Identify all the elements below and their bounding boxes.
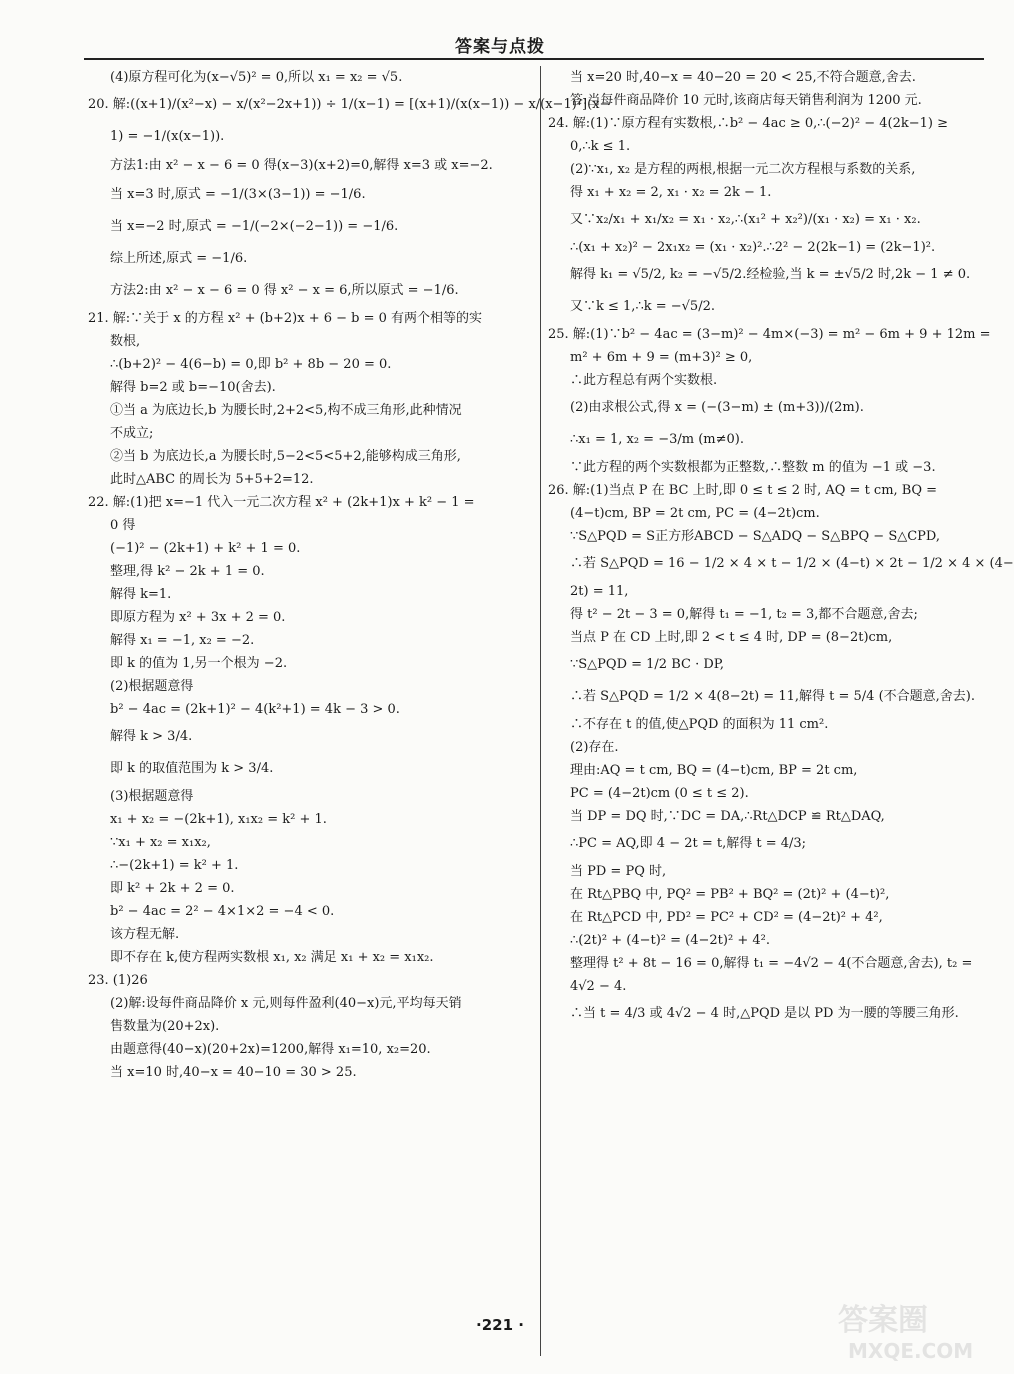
text-line: 23. (1)26 <box>88 973 148 988</box>
text-line: (2)解:设每件商品降价 x 元,则每件盈利(40−x)元,平均每天销 <box>110 996 462 1011</box>
text-line: 0 得 <box>110 518 136 533</box>
text-line: 即 k 的值为 1,另一个根为 −2. <box>110 656 288 671</box>
text-line: 整理得 t² + 8t − 16 = 0,解得 t₁ = −4√2 − 4(不合题意,舍去), t₂ = <box>570 956 973 971</box>
text-line: 25. 解:(1)∵b² − 4ac = (3−m)² − 4m×(−3) = m² − 6m + 9 + 12m = <box>548 327 991 342</box>
text-line: 该方程无解. <box>110 927 180 942</box>
text-line: 答:当每件商品降价 10 元时,该商店每天销售利润为 1200 元. <box>570 93 922 108</box>
text-line: 21. 解:∵关于 x 的方程 x² + (b+2)x + 6 − b = 0 有两个相等的实 <box>88 311 483 326</box>
text-line: b² − 4ac = (2k+1)² − 4(k²+1) = 4k − 3 > 0. <box>110 702 400 717</box>
page-number: ·221 · <box>476 1316 524 1334</box>
text-line: 26. 解:(1)当点 P 在 BC 上时,即 0 ≤ t ≤ 2 时, AQ = t cm, BQ = <box>548 483 938 498</box>
column-divider <box>540 66 541 1356</box>
text-line: 当 x=3 时,原式 = −1/(3×(3−1)) = −1/6. <box>110 187 366 202</box>
text-line: (−1)² − (2k+1) + k² + 1 = 0. <box>110 541 301 556</box>
text-line: 在 Rt△PBQ 中, PQ² = PB² + BQ² = (2t)² + (4−t)², <box>570 887 890 902</box>
text-line: ∵此方程的两个实数根都为正整数,∴整数 m 的值为 −1 或 −3. <box>570 460 936 475</box>
text-line: (2)由求根公式,得 x = (−(3−m) ± (m+3))/(2m). <box>570 400 864 415</box>
text-line: ∵x₁ + x₂ = x₁x₂, <box>110 835 211 850</box>
text-line: 20. 解:((x+1)/(x²−x) − x/(x²−2x+1)) ÷ 1/(x−1) = [(x+1)/(x(x−1)) − x/(x−1)²](x− <box>88 97 611 112</box>
text-line: 得 t² − 2t − 3 = 0,解得 t₁ = −1, t₂ = 3,都不合题意,舍去; <box>570 607 918 622</box>
text-line: PC = (4−2t)cm (0 ≤ t ≤ 2). <box>570 786 749 801</box>
text-line: 此时△ABC 的周长为 5+5+2=12. <box>110 472 314 487</box>
text-line: 4√2 − 4. <box>570 979 627 994</box>
text-line: ∵S△PQD = 1/2 BC · DP, <box>570 657 725 672</box>
text-line: 在 Rt△PCD 中, PD² = PC² + CD² = (4−2t)² + 4², <box>570 910 883 925</box>
text-line: ∴(x₁ + x₂)² − 2x₁x₂ = (x₁ · x₂)².∴2² − 2(2k−1) = (2k−1)². <box>570 240 936 255</box>
text-line: 由题意得(40−x)(20+2x)=1200,解得 x₁=10, x₂=20. <box>110 1042 431 1057</box>
text-line: 理由:AQ = t cm, BQ = (4−t)cm, BP = 2t cm, <box>570 763 858 778</box>
text-line: 整理,得 k² − 2k + 1 = 0. <box>110 564 265 579</box>
text-line: 即 k 的取值范围为 k > 3/4. <box>110 761 274 776</box>
text-line: 售数量为(20+2x). <box>110 1019 220 1034</box>
text-line: (3)根据题意得 <box>110 789 194 804</box>
text-line: 即不存在 k,使方程两实数根 x₁, x₂ 满足 x₁ + x₂ = x₁x₂. <box>110 950 434 965</box>
text-line: (2)∵x₁, x₂ 是方程的两根,根据一元二次方程根与系数的关系, <box>570 162 916 177</box>
text-line: (4)原方程可化为(x−√5)² = 0,所以 x₁ = x₂ = √5. <box>110 70 403 85</box>
text-line: 0,∴k ≤ 1. <box>570 139 631 154</box>
text-line: ∴x₁ = 1, x₂ = −3/m (m≠0). <box>570 432 744 447</box>
text-line: 解得 k=1. <box>110 587 172 602</box>
text-line: ∴若 S△PQD = 1/2 × 4(8−2t) = 11,解得 t = 5/4 (不合题意,舍去). <box>570 689 975 704</box>
svg-text:MXQE.COM: MXQE.COM <box>848 1339 974 1363</box>
text-line: 解得 k > 3/4. <box>110 729 193 744</box>
text-line: 当 x=10 时,40−x = 40−10 = 30 > 25. <box>110 1065 357 1080</box>
text-line: ∴当 t = 4/3 或 4√2 − 4 时,△PQD 是以 PD 为一腰的等腰三角形. <box>570 1006 959 1021</box>
text-line: ∴PC = AQ,即 4 − 2t = t,解得 t = 4/3; <box>570 836 807 851</box>
page-header-title: 答案与点拨 <box>455 37 545 57</box>
text-line: m² + 6m + 9 = (m+3)² ≥ 0, <box>570 350 753 365</box>
text-line: ∴不存在 t 的值,使△PQD 的面积为 11 cm². <box>570 717 829 732</box>
text-line: ∴−(2k+1) = k² + 1. <box>110 858 239 873</box>
text-line: 不成立; <box>110 426 154 441</box>
text-line: (2)根据题意得 <box>110 679 194 694</box>
text-line: 当 PD = PQ 时, <box>570 864 667 879</box>
text-line: 即原方程为 x² + 3x + 2 = 0. <box>110 610 286 625</box>
text-line: 当 x=−2 时,原式 = −1/(−2×(−2−1)) = −1/6. <box>110 219 399 234</box>
text-line: (2)存在. <box>570 740 619 755</box>
text-line: x₁ + x₂ = −(2k+1), x₁x₂ = k² + 1. <box>110 812 327 827</box>
text-line: ②当 b 为底边长,a 为腰长时,5−2<5<5+2,能够构成三角形, <box>110 449 461 464</box>
text-line: 当 DP = DQ 时,∵DC = DA,∴Rt△DCP ≌ Rt△DAQ, <box>570 809 885 824</box>
watermark-logo <box>830 1296 990 1366</box>
text-line: 又∵k ≤ 1,∴k = −√5/2. <box>570 299 715 314</box>
text-line: b² − 4ac = 2² − 4×1×2 = −4 < 0. <box>110 904 335 919</box>
text-line: ①当 a 为底边长,b 为腰长时,2+2<5,构不成三角形,此种情况 <box>110 403 462 418</box>
svg-text:答案圈: 答案圈 <box>838 1303 928 1338</box>
text-line: 22. 解:(1)把 x=−1 代入一元二次方程 x² + (2k+1)x + k² − 1 = <box>88 495 475 510</box>
text-line: 1) = −1/(x(x−1)). <box>110 129 225 144</box>
text-line: 得 x₁ + x₂ = 2, x₁ · x₂ = 2k − 1. <box>570 185 772 200</box>
text-line: ∵S△PQD = S正方形ABCD − S△ADQ − S△BPQ − S△CPD, <box>570 529 941 544</box>
text-line: ∴此方程总有两个实数根. <box>570 373 718 388</box>
text-line: 2t) = 11, <box>570 584 629 599</box>
header-divider <box>84 58 984 60</box>
text-line: 当点 P 在 CD 上时,即 2 < t ≤ 4 时, DP = (8−2t)cm, <box>570 630 893 645</box>
right-column <box>548 66 1014 1030</box>
text-line: 解得 k₁ = √5/2, k₂ = −√5/2.经检验,当 k = ±√5/2 时,2k − 1 ≠ 0. <box>570 267 971 282</box>
text-line: 又∵x₂/x₁ + x₁/x₂ = x₁ · x₂,∴(x₁² + x₂²)/(x₁ · x₂) = x₁ · x₂. <box>570 212 921 227</box>
text-line: 方法2:由 x² − x − 6 = 0 得 x² − x = 6,所以原式 = −1/6. <box>110 283 459 298</box>
text-line: ∴(2t)² + (4−t)² = (4−2t)² + 4². <box>570 933 770 948</box>
text-line: ∴(b+2)² − 4(6−b) = 0,即 b² + 8b − 20 = 0. <box>110 357 392 372</box>
text-line: 综上所述,原式 = −1/6. <box>110 251 248 266</box>
text-line: (4−t)cm, BP = 2t cm, PC = (4−2t)cm. <box>570 506 820 521</box>
text-line: 解得 x₁ = −1, x₂ = −2. <box>110 633 255 648</box>
text-line: 当 x=20 时,40−x = 40−20 = 20 < 25,不符合题意,舍去. <box>570 70 916 85</box>
text-line: 解得 b=2 或 b=−10(舍去). <box>110 380 276 395</box>
text-line: 数根, <box>110 334 141 349</box>
text-line: ∴若 S△PQD = 16 − 1/2 × 4 × t − 1/2 × (4−t) × 2t − 1/2 × 4 × (4− <box>570 556 1014 571</box>
text-line: 24. 解:(1)∵原方程有实数根,∴b² − 4ac ≥ 0,∴(−2)² − 4(2k−1) ≥ <box>548 116 948 131</box>
text-line: 即 k² + 2k + 2 = 0. <box>110 881 235 896</box>
text-line: 方法1:由 x² − x − 6 = 0 得(x−3)(x+2)=0,解得 x=3 或 x=−2. <box>110 158 493 173</box>
